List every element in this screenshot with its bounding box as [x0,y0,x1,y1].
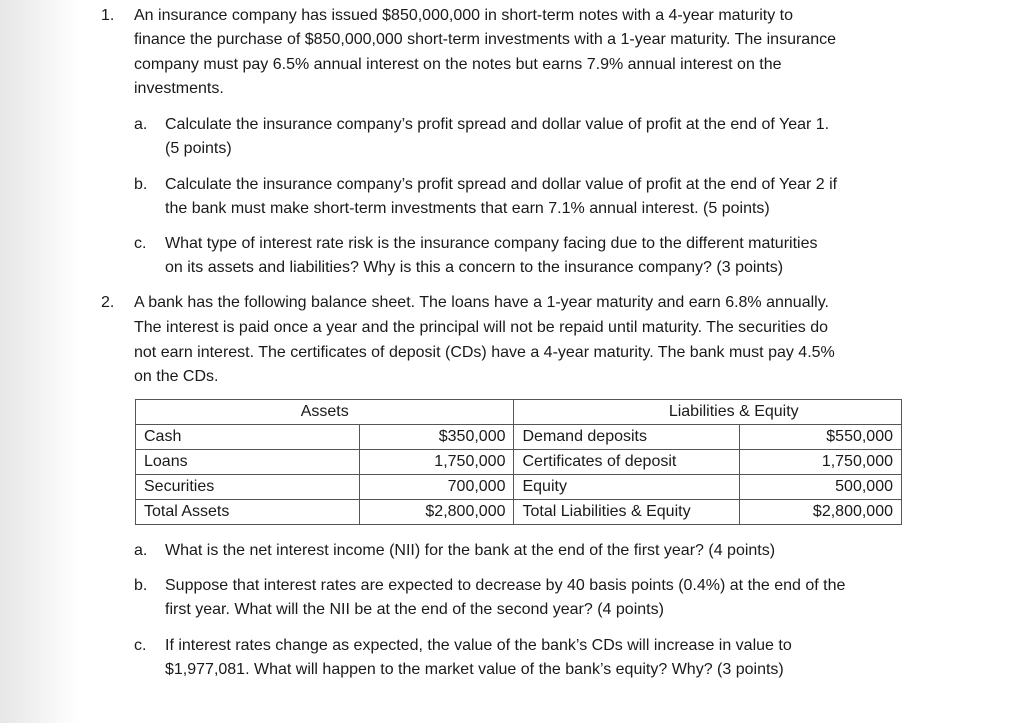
asset-name: Total Assets [136,500,360,525]
asset-name: Loans [136,450,360,475]
liabilities-header: Liabilities & Equity [514,400,902,425]
assets-header: Assets [136,400,514,425]
table-total-row [136,500,902,525]
table-header-row [136,400,902,425]
question-2c-label: c. [134,637,147,654]
liability-name: Demand deposits [514,425,740,450]
question-2b-text: Suppose that interest rates are expected to decrease by 40 basis points (0.4%) at the end of the [165,577,846,594]
question-2-line: on the CDs. [134,368,219,385]
question-1a-text: (5 points) [165,140,232,157]
question-1-line: company must pay 6.5% annual interest on the notes but earns 7.9% annual interest on the [134,56,782,73]
question-1c-text: on its assets and liabilities? Why is this a concern to the insurance company? (3 points) [165,259,784,276]
question-1-line: An insurance company has issued $850,000,000 in short-term notes with a 4-year maturity to [134,7,794,24]
question-2a-label: a. [134,542,148,559]
question-2-number: 2. [101,294,115,311]
liability-value: $550,000 [740,425,902,450]
asset-value: $2,800,000 [359,500,514,525]
asset-value: 1,750,000 [359,450,514,475]
liability-value: $2,800,000 [740,500,902,525]
asset-value: $350,000 [359,425,514,450]
liability-name: Total Liabilities & Equity [514,500,740,525]
question-2-line: not earn interest. The certificates of deposit (CDs) have a 4-year maturity. The bank must pay 4.5% [134,344,835,361]
question-2a-text: What is the net interest income (NII) for the bank at the end of the first year? (4 points) [165,542,776,559]
balance-sheet-table [135,399,902,525]
question-1b-label: b. [134,176,148,193]
liability-value: 1,750,000 [740,450,902,475]
question-2b-label: b. [134,577,148,594]
table-row [136,425,902,450]
question-2-line: The interest is paid once a year and the principal will not be repaid until maturity. The securities do [134,319,828,336]
table-row [136,450,902,475]
liability-value: 500,000 [740,475,902,500]
question-1c-label: c. [134,235,147,252]
question-1-line: finance the purchase of $850,000,000 short-term investments with a 1-year maturity. The insurance [134,31,836,48]
question-1b-text: the bank must make short-term investments that earn 7.1% annual interest. (5 points) [165,200,770,217]
asset-name: Securities [136,475,360,500]
table-row [136,475,902,500]
asset-value: 700,000 [359,475,514,500]
asset-name: Cash [136,425,360,450]
question-1-number: 1. [101,7,115,24]
liability-name: Equity [514,475,740,500]
question-2b-text: first year. What will the NII be at the end of the second year? (4 points) [165,601,664,618]
question-1a-label: a. [134,116,148,133]
question-1b-text: Calculate the insurance company’s profit spread and dollar value of profit at the end of Year 2 if [165,176,838,193]
question-1-line: investments. [134,80,224,97]
question-1a-text: Calculate the insurance company’s profit spread and dollar value of profit at the end of Year 1. [165,116,830,133]
question-2c-text: $1,977,081. What will happen to the market value of the bank’s equity? Why? (3 points) [165,661,784,678]
question-2-line: A bank has the following balance sheet. The loans have a 1-year maturity and earn 6.8% annually. [134,294,829,311]
question-1c-text: What type of interest rate risk is the insurance company facing due to the different maturities [165,235,818,252]
question-2c-text: If interest rates change as expected, the value of the bank’s CDs will increase in value to [165,637,792,654]
liability-name: Certificates of deposit [514,450,740,475]
